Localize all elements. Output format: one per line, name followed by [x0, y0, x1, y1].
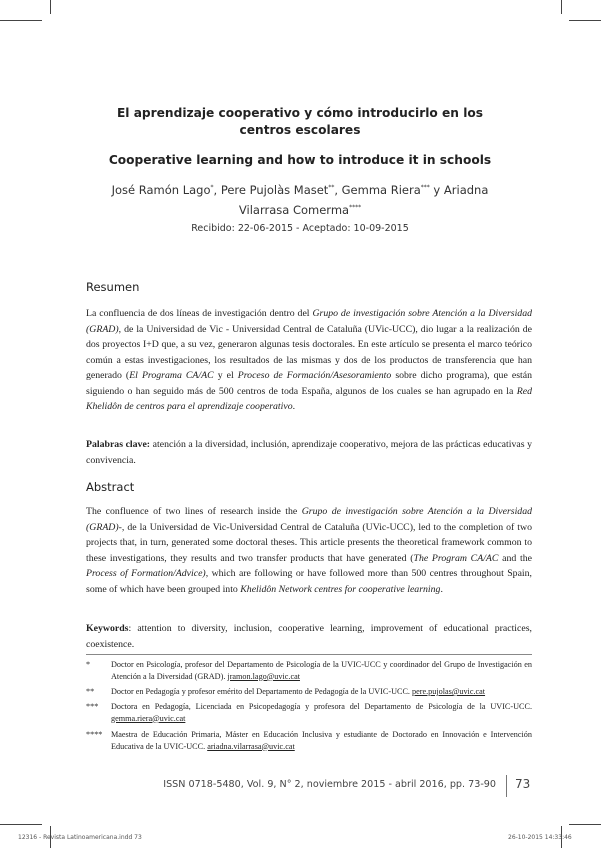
- crop-mark: [0, 20, 42, 21]
- author-name: Pere Pujolàs Maset: [220, 183, 329, 197]
- footer-divider: [506, 775, 507, 797]
- crop-mark: [50, 0, 51, 14]
- author-name: Ariadna Vilarrasa Comerma: [238, 183, 489, 217]
- abstract-heading: Abstract: [86, 480, 135, 494]
- author-separator: ,: [213, 183, 221, 197]
- issn-line: ISSN 0718-5480, Vol. 9, N° 2, noviembre 2015 - abril 2016, pp. 73-90: [163, 779, 496, 790]
- crop-mark: [561, 0, 562, 14]
- email-link[interactable]: gemma.riera@uvic.cat: [111, 713, 186, 723]
- crop-mark: [569, 20, 601, 21]
- footnote-4: **** Maestra de Educación Primaria, Máster en Educación Inclusiva y estudiante de Doctorado en Innovación e Intervención Educativa de la UVIC-UCC. ariadna.vilarrasa@uvic.cat: [86, 730, 532, 751]
- email-link[interactable]: ariadna.vilarrasa@uvic.cat: [207, 741, 295, 751]
- author-separator: y: [429, 183, 444, 197]
- title-spanish: El aprendizaje cooperativo y cómo introducirlo en los centros escolares: [116, 106, 484, 137]
- footnote-2: ** Doctor en Pedagogía y profesor emérito del Departamento de Pedagogía de la UVIC-UCC. pere.pujolas@uvic.cat: [86, 687, 486, 696]
- title-english: Cooperative learning and how to introduce it in schools: [108, 153, 492, 167]
- author-name: Gemma Riera: [341, 183, 421, 197]
- keywords: Keywords: attention to diversity, inclusion, cooperative learning, improvement of educational practices, coexistence.: [86, 623, 532, 650]
- footnote-mark: **: [86, 687, 95, 696]
- footnote-mark: ****: [349, 204, 362, 211]
- page-number: 73: [515, 777, 531, 791]
- received-accepted-dates: Recibido: 22-06-2015 - Aceptado: 10-09-2015: [191, 223, 409, 234]
- crop-mark: [569, 824, 601, 825]
- footnote-1: * Doctor en Psicología, profesor del Departamento de Psicología de la UVIC-UCC y coordinador del Grupo de Investigación en Atención a la Diversidad (GRAD). jramon.lago@uvic.cat: [86, 660, 532, 681]
- resumen-paragraph: La confluencia de dos líneas de investigación dentro del Grupo de investigación sobre Atención a la Diversidad (GRAD), de la Universidad de Vic - Universidad Central de Cataluña (UVic-UCC), dio lugar a la realización de dos proyectos I+D que, a su vez, generaron algunas tesis doctorales. En este artículo se presenta el marco teórico común a estas investigaciones, los resultados de las mismas y dos de los productos de transferencia que han generado (El Programa CA/AC y el Proceso de Formación/Asesoramiento sobre dicho programa), que están siguiendo o han seguido más de 500 centros de toda España, algunos de los cuales se han agrupado en la Red Khelidôn de centros para el aprendizaje cooperativo.: [86, 308, 532, 412]
- footnote-mark: **: [328, 184, 335, 191]
- email-link[interactable]: jramon.lago@uvic.cat: [227, 671, 300, 681]
- footnote-3: *** Doctora en Pedagogía, Licenciada en Psicopedagogía y profesora del Departamento de Psicología de la UVIC-UCC. gemma.riera@uvic.cat: [86, 702, 532, 723]
- palabras-clave: Palabras clave: atención a la diversidad, inclusión, aprendizaje cooperativo, mejora de las prácticas educativas y convivencia.: [86, 439, 532, 466]
- print-slug-right: 26-10-2015 14:33:46: [508, 834, 572, 841]
- keywords-label: Keywords: [86, 623, 129, 634]
- footnote-mark: ***: [420, 184, 430, 191]
- footnote-mark: *: [86, 660, 91, 669]
- footnote-mark: ****: [86, 730, 103, 739]
- print-slug-left: 12316 - Revista Latinoamericana.indd 73: [18, 834, 142, 841]
- author-separator: ,: [334, 183, 342, 197]
- footnote-mark: *: [210, 184, 214, 191]
- palabras-clave-label: Palabras clave:: [86, 439, 151, 450]
- resumen-heading: Resumen: [86, 280, 140, 294]
- abstract-paragraph: The confluence of two lines of research inside the Grupo de investigación sobre Atención a la Diversidad (GRAD)-, de la Universidad de Vic-Universidad Central de Cataluña (UVic-UCC), led to the completion of two projects that, in turn, generated some doctoral theses. This article presents the theoretical framework common to these investigations, they results and two transfer products that have generated (The Program CA/AC and the Process of Formation/Advice), which are following or have followed more than 500 centres throughout Spain, some of which have been grouped into Khelidôn Network centres for cooperative learning.: [86, 506, 533, 595]
- author-name: José Ramón Lago: [111, 183, 211, 197]
- author-list: [110, 179, 490, 219]
- crop-mark: [0, 824, 42, 825]
- footnote-rule: [86, 654, 532, 655]
- email-link[interactable]: pere.pujolas@uvic.cat: [412, 687, 486, 696]
- footnote-mark: ***: [86, 702, 99, 711]
